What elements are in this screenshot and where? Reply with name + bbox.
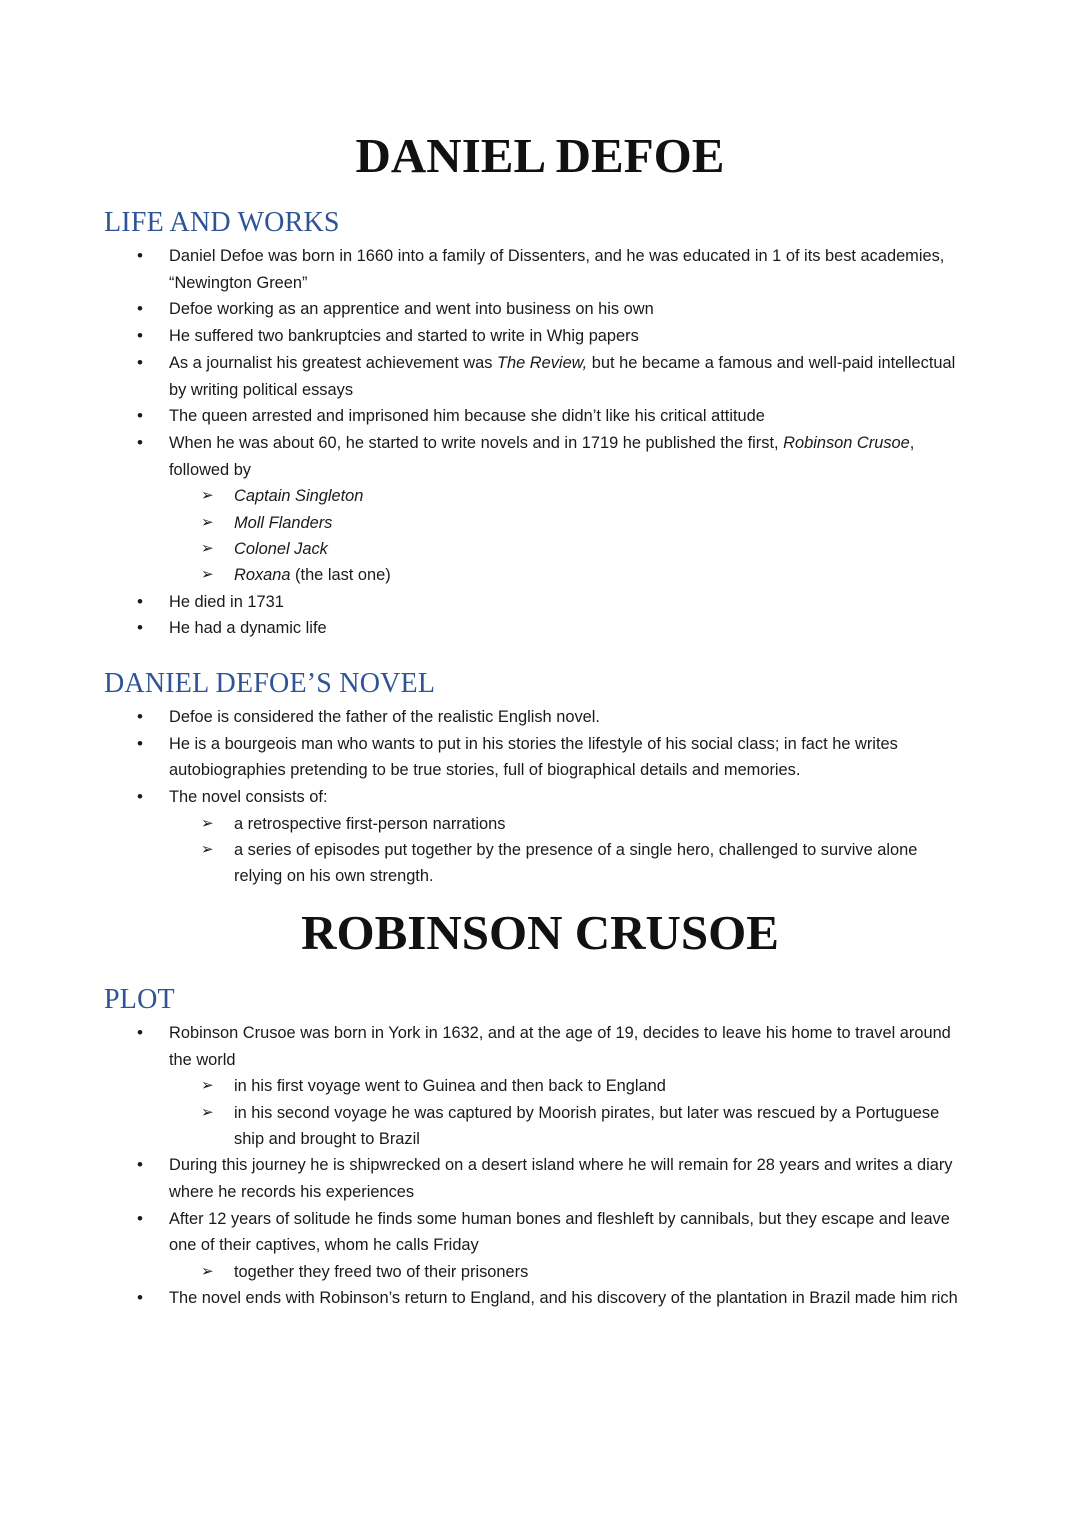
list-item bbox=[0, 731, 969, 784]
work-title-robinson-crusoe: Robinson Crusoe bbox=[783, 433, 910, 452]
novel-structure-sublist bbox=[169, 811, 969, 890]
bullet-text: He had a dynamic life bbox=[169, 619, 327, 638]
heading-plot: PLOT bbox=[104, 984, 175, 1015]
bullet-text: As a journalist his greatest achievement was bbox=[169, 353, 497, 372]
heading-defoe-novel: DANIEL DEFOE’S NOVEL bbox=[104, 668, 436, 699]
page-title-robinson-crusoe: ROBINSON CRUSOE bbox=[301, 905, 779, 960]
bullet-text: Daniel Defoe was born in 1660 into a family of Dissenters, and he was educated in 1 of its best academies, “Newington Green” bbox=[169, 247, 945, 292]
sub-list-item bbox=[169, 562, 954, 588]
bullet-text: During this journey he is shipwrecked on a desert island where he will remain for 28 years and writes a diary where he records his experiences bbox=[169, 1156, 953, 1201]
heading-life-and-works: LIFE AND WORKS bbox=[104, 207, 340, 238]
bullet-text: The queen arrested and imprisoned him because she didn’t like his critical attitude bbox=[169, 407, 765, 426]
bullet-text: Robinson Crusoe was born in York in 1632, and at the age of 19, decides to leave his home to travel around the world bbox=[169, 1024, 951, 1069]
bullet-text: When he was about 60, he started to write novels and in 1719 he published the first, bbox=[169, 433, 784, 452]
page-title-daniel-defoe: DANIEL DEFOE bbox=[355, 128, 725, 183]
sub-list-item bbox=[169, 1100, 954, 1153]
list-item bbox=[0, 1020, 969, 1152]
sub-bullet-text: in his second voyage he was captured by Moorish pirates, but later was rescued by a Portuguese ship and brought to Brazil bbox=[234, 1103, 940, 1148]
bullet-text: Defoe working as an apprentice and went into business on his own bbox=[169, 300, 654, 319]
sub-list-item bbox=[169, 837, 954, 890]
bullet-text: The novel ends with Robinson’s return to England, and his discovery of the plantation in Brazil made him rich bbox=[169, 1289, 958, 1308]
list-item bbox=[0, 323, 969, 350]
bullet-text: The novel consists of: bbox=[169, 788, 328, 807]
bullet-text: but he became a famous and well-paid intellectual by writing political essays bbox=[169, 353, 956, 399]
list-item bbox=[0, 430, 969, 589]
life-and-works-list bbox=[0, 243, 1000, 642]
sub-bullet-text: a retrospective first-person narrations bbox=[234, 814, 506, 833]
list-item bbox=[0, 403, 969, 430]
novel-title: Moll Flanders bbox=[234, 513, 333, 532]
novels-sublist bbox=[169, 483, 969, 588]
list-item bbox=[0, 784, 969, 890]
sub-list-item bbox=[169, 1259, 954, 1285]
bullet-text: , followed by bbox=[169, 433, 915, 479]
sub-list-item bbox=[169, 1073, 954, 1099]
defoe-novel-list bbox=[0, 704, 1000, 890]
novel-note: (the last one) bbox=[290, 566, 391, 585]
friday-sublist bbox=[169, 1259, 969, 1285]
list-item bbox=[0, 243, 969, 296]
plot-list bbox=[0, 1020, 1000, 1312]
sub-list-item bbox=[169, 483, 954, 509]
list-item bbox=[0, 296, 969, 323]
novel-title: Roxana bbox=[234, 566, 291, 585]
sub-list-item bbox=[169, 811, 954, 837]
sub-bullet-text: in his first voyage went to Guinea and then back to England bbox=[234, 1077, 666, 1096]
bullet-text: He is a bourgeois man who wants to put in his stories the lifestyle of his social class; in fact he writes autobiographies pretending to be true stories, full of biographical details and memories. bbox=[169, 734, 898, 780]
sub-bullet-text: together they freed two of their prisoners bbox=[234, 1263, 529, 1282]
list-item bbox=[0, 1285, 969, 1312]
bullet-text: After 12 years of solitude he finds some human bones and fleshleft by cannibals, but they escape and leave one of their captives, whom he calls Friday bbox=[169, 1209, 950, 1255]
sub-list-item bbox=[169, 510, 954, 536]
bullet-text: He died in 1731 bbox=[169, 592, 284, 611]
list-item bbox=[0, 704, 969, 731]
list-item bbox=[0, 615, 969, 642]
voyages-sublist bbox=[169, 1073, 969, 1152]
work-title-the-review: The Review, bbox=[496, 353, 588, 372]
list-item bbox=[0, 589, 969, 616]
bullet-text: Defoe is considered the father of the realistic English novel. bbox=[169, 708, 600, 726]
list-item bbox=[0, 1152, 969, 1205]
sub-list-item bbox=[169, 536, 954, 562]
list-item bbox=[0, 1206, 969, 1286]
sub-bullet-text: a series of episodes put together by the presence of a single hero, challenged to survive alone relying on his own strength. bbox=[234, 841, 918, 886]
list-item bbox=[0, 350, 969, 403]
novel-title: Captain Singleton bbox=[234, 487, 364, 506]
bullet-text: He suffered two bankruptcies and started to write in Whig papers bbox=[169, 327, 639, 346]
novel-title: Colonel Jack bbox=[234, 539, 328, 558]
